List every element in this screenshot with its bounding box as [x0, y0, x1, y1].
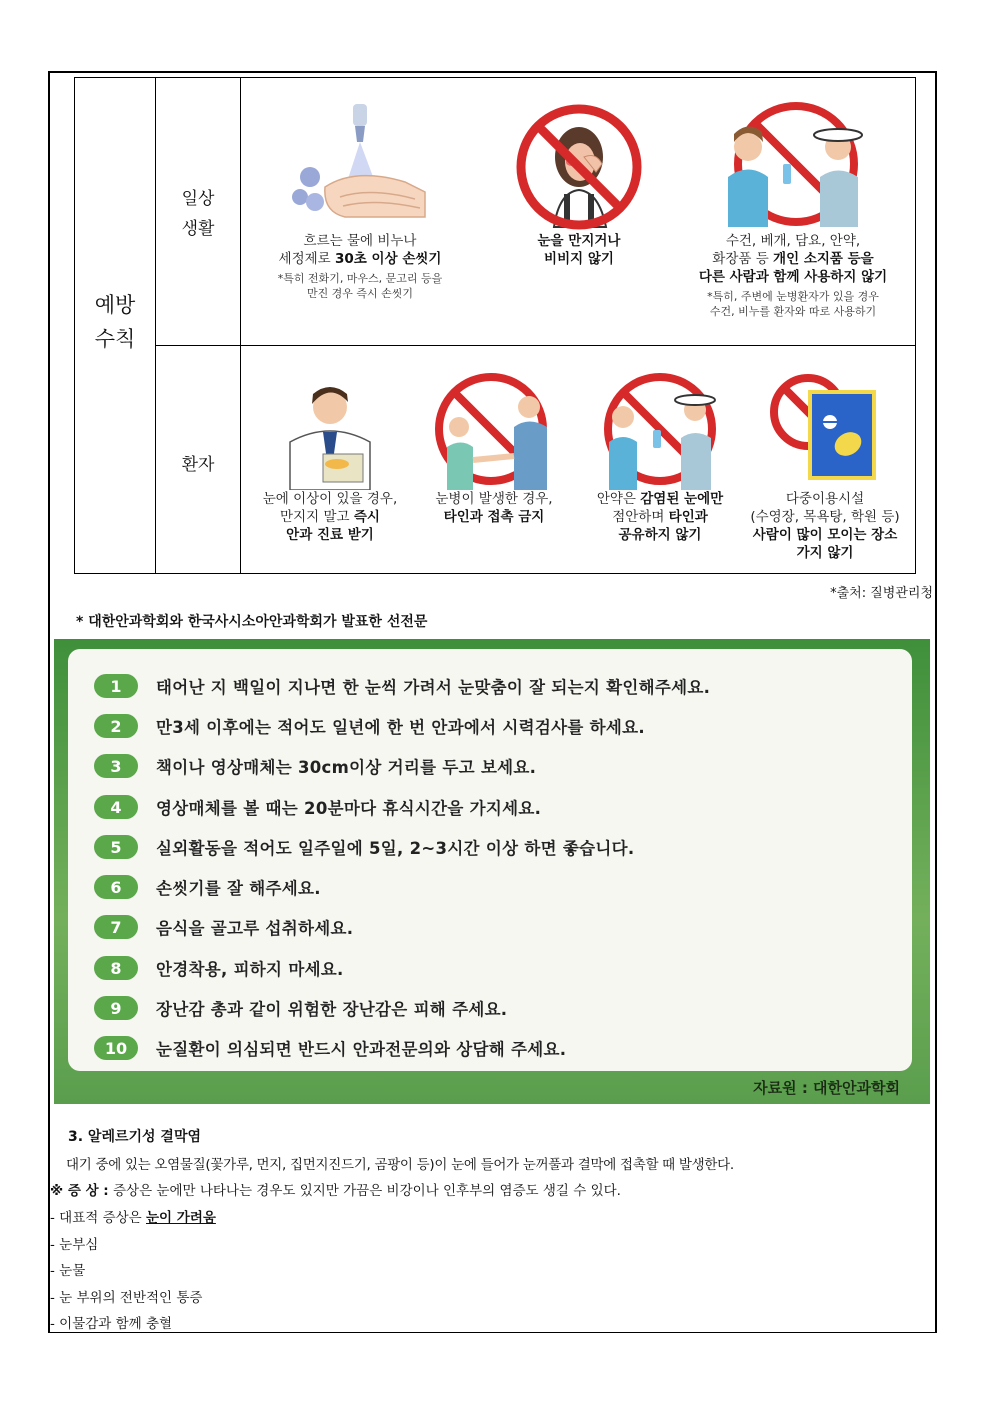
item-text: 영상매체를 볼 때는 20분마다 휴식시간을 가지세요.: [156, 799, 542, 818]
declaration-box: [54, 639, 930, 1104]
item-number-badge: 10: [94, 1036, 138, 1060]
item-text: 장난감 총과 같이 위험한 장난감은 피해 주세요.: [156, 1000, 508, 1019]
item-number-badge: 7: [94, 915, 138, 939]
no-sharing-icon: [708, 102, 878, 232]
declaration-item: [94, 834, 634, 860]
patient-panel-no-crowds: 다중이용시설 (수영장, 목욕탕, 학원 등) 사람이 많이 모이는 장소 가지 않기: [735, 372, 915, 562]
symptom-list-item: - 눈물: [50, 1263, 86, 1279]
patient-panel-eyedrops: 안약은 감염된 눈에만 점안하며 타인과 공유하지 않기: [575, 372, 745, 544]
section-heading: 3. 알레르기성 결막염: [68, 1129, 201, 1145]
declaration-title: * 대한안과학회와 한국사시소아안과학회가 발표한 선전문: [76, 614, 428, 630]
no-contact-icon: [429, 372, 559, 490]
declaration-item: [94, 874, 321, 900]
daily-panel-no-share: 수건, 베개, 담요, 안약, 화장품 등 개인 소지품 등을 다른 사람과 함께 사용하지 않기 *특히, 주변에 눈병환자가 있을 경우 수건, 비누를 환자와 따로 사용하기: [671, 102, 915, 319]
daily-panel-handwash: 흐르는 물에 비누나 세정제로 30초 이상 손씻기 *특히 전화기, 마우스, 문고리 등을 만진 경우 즉시 손씻기: [245, 102, 475, 301]
no-public-facility-icon: [760, 372, 890, 490]
item-number-badge: 4: [94, 795, 138, 819]
item-text: 실외활동을 적어도 일주일에 5일, 2~3시간 이상 하면 좋습니다.: [156, 839, 635, 858]
item-text: 태어난 지 백일이 지나면 한 눈씩 가려서 눈맞춤이 잘 되는지 확인해주세요.: [156, 678, 711, 697]
declaration-item: [94, 713, 645, 739]
document-frame: [48, 71, 937, 1333]
symptom-list-item: - 이물감과 함께 충혈: [50, 1316, 173, 1332]
declaration-source: 자료원 : 대한안과학회: [753, 1079, 900, 1097]
item-text: 음식을 골고루 섭취하세요.: [156, 919, 354, 938]
item-text: 안경착용, 피하지 마세요.: [156, 960, 344, 979]
doctor-icon: [275, 372, 385, 490]
declaration-item: [94, 955, 344, 981]
item-number-badge: 5: [94, 835, 138, 859]
symptom-line: ※ 증 상 : 증상은 눈에만 나타나는 경우도 있지만 가끔은 비강이나 인후부의 염증도 생길 수 있다.: [50, 1183, 621, 1199]
symptom-list-item: - 대표적 증상은 눈이 가려움: [50, 1210, 216, 1226]
item-text: 책이나 영상매체는 30cm이상 거리를 두고 보세요.: [156, 758, 537, 777]
item-number-badge: 9: [94, 996, 138, 1020]
daily-life-label: 일상 생활: [181, 189, 215, 239]
declaration-item: [94, 753, 536, 779]
declaration-item: [94, 1035, 566, 1061]
item-number-badge: 6: [94, 875, 138, 899]
prevention-table: [74, 77, 916, 574]
no-eyedrop-sharing-icon: [595, 372, 725, 490]
patient-label: 환자: [181, 455, 215, 475]
prevention-main-label: 예방 수칙: [94, 293, 136, 351]
item-number-badge: 2: [94, 714, 138, 738]
handwash-icon: [285, 102, 435, 232]
item-number-badge: 8: [94, 956, 138, 980]
section-paragraph: 대기 중에 있는 오염물질(꽃가루, 먼지, 집먼지진드기, 곰팡이 등)이 눈에 들어가 눈꺼풀과 결막에 접촉할 때 발생한다.: [66, 1157, 734, 1173]
declaration-item: [94, 794, 541, 820]
declaration-item: [94, 673, 710, 699]
item-text: 손씻기를 잘 해주세요.: [156, 879, 321, 898]
declaration-item: [94, 995, 507, 1021]
item-number-badge: 3: [94, 754, 138, 778]
symptom-list-item: - 눈부심: [50, 1237, 99, 1253]
declaration-item: [94, 914, 353, 940]
patient-panel-no-contact: 눈병이 발생한 경우, 타인과 접촉 금지: [409, 372, 579, 526]
symptom-list-item: - 눈 부위의 전반적인 통증: [50, 1290, 203, 1306]
prevention-source: *출처: 질병관리청: [830, 586, 933, 601]
no-eye-rub-icon: [514, 102, 644, 232]
daily-panel-no-rub: 눈을 만지거나 비비지 않기: [479, 102, 679, 268]
item-number-badge: 1: [94, 674, 138, 698]
item-text: 만3세 이후에는 적어도 일년에 한 번 안과에서 시력검사를 하세요.: [156, 718, 645, 737]
patient-panel-doctor: 눈에 이상이 있을 경우, 만지지 말고 즉시 안과 진료 받기: [245, 372, 415, 544]
item-text: 눈질환이 의심되면 반드시 안과전문의와 상담해 주세요.: [156, 1040, 567, 1059]
declaration-list: [68, 649, 912, 1071]
